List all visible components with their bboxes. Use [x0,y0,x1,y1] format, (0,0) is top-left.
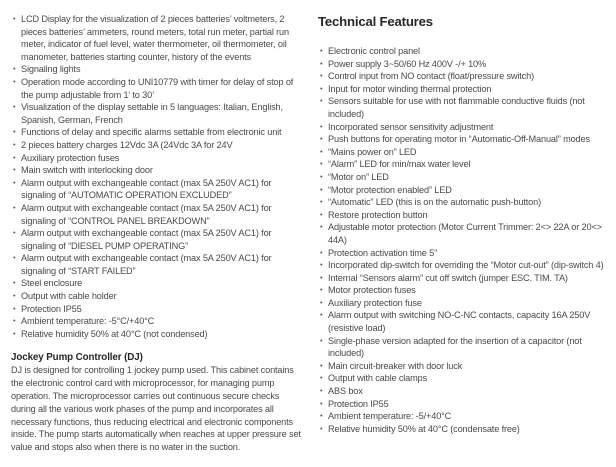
feature-text: “Automatic” LED (this is on the automatic push-button) [328,197,542,208]
feature-text: Steel enclosure [21,278,83,289]
bullet-icon: • [320,222,323,232]
feature-item [318,196,608,209]
bullet-icon: • [13,303,16,313]
feature-text: Functions of delay and specific alarms settable from electronic unit [21,127,282,138]
feature-item [318,121,608,134]
feature-item [318,335,608,360]
jockey-pump-section [11,352,301,454]
bullet-icon: • [320,71,323,81]
feature-item [11,13,301,63]
feature-item [11,152,301,165]
bullet-icon: • [320,83,323,93]
feature-text: Output with cable holder [21,291,117,302]
feature-item [318,209,608,222]
feature-text: Protection activation time 5” [328,247,438,258]
bullet-icon: • [320,46,323,55]
right-column [318,13,608,467]
feature-text: Incorporated dip-switch for overriding the “Motor cut-out” (dip-switch 4) [328,260,604,271]
bullet-icon: • [13,64,16,74]
bullet-icon: • [13,165,16,175]
feature-item [318,360,608,373]
bullet-icon: • [320,260,323,270]
feature-item [318,272,608,285]
feature-text: Relative humidity 50% at 40°C (condensate free) [328,423,520,434]
feature-item [318,284,608,297]
jockey-section-title: Jockey Pump Controller (DJ) [11,352,143,364]
feature-text: Adjustable motor protection (Motor Current Trimmer: 2<> 22A or 20<> 44A) [328,222,602,245]
feature-item [318,95,608,120]
feature-text: Motor protection fuses [328,285,416,296]
feature-item [318,184,608,197]
bullet-icon: • [13,139,16,149]
diesel-controller-feature-list [11,13,301,340]
feature-text: Protection IP55 [21,303,82,314]
bullet-icon: • [320,285,323,295]
feature-item [318,247,608,260]
feature-text: Auxiliary protection fuses [21,152,120,163]
feature-text: Power supply 3~50/60 Hz 400V -/+ 10% [328,58,487,69]
feature-item [318,171,608,184]
feature-text: Alarm output with exchangeable contact (max 5A 250V AC1) for signaling of “CONTROL PANEL BREAKDOWN” [21,202,272,226]
bullet-icon: • [320,159,323,169]
feature-text: “Motor on” LED [328,171,389,182]
feature-text: Alarm output with switching NO-C-NC contacts, capacity 16A 250V (resistive load) [328,310,591,334]
feature-text: Alarm output with exchangeable contact (max 5A 250V AC1) for signaling of “START FAILED” [21,253,272,276]
left-column [11,13,301,467]
bullet-icon: • [320,209,323,219]
bullet-icon: • [13,228,16,238]
bullet-icon: • [320,247,323,257]
bullet-icon: • [320,121,323,131]
feature-text: Sensors suitable for use with not flammable conductive fluids (not included) [328,96,585,119]
feature-item [11,126,301,139]
bullet-icon: • [320,335,323,345]
feature-text: Input for motor winding thermal protection [328,83,492,94]
feature-text: “Mains power on” LED [328,146,417,157]
feature-text: Signaling lights [21,64,81,75]
feature-item [318,158,608,171]
bullet-icon: • [320,197,323,207]
feature-text: Main circuit-breaker with door luck [328,360,463,371]
feature-item [11,252,301,277]
bullet-icon: • [13,278,16,288]
feature-item [318,385,608,398]
bullet-icon: • [320,297,323,307]
bullet-icon: • [320,171,323,181]
feature-text: LCD Display for the visualization of 2 pieces batteries’ voltmeters, 2 pieces batteries’ ammeters, round meters, total run meter, partial run meter, indicator of fuel level, water thermometer, oil thermometer, oil manometer, batteries starting counter, history of the events [21,14,289,62]
bullet-icon: • [320,58,323,68]
bullet-icon: • [320,310,323,320]
feature-item [318,297,608,310]
bullet-icon: • [13,253,16,263]
bullet-icon: • [320,134,323,144]
feature-text: Protection IP55 [328,398,389,409]
feature-item [11,139,301,152]
bullet-icon: • [320,272,323,282]
bullet-icon: • [13,152,16,162]
feature-item [318,423,608,436]
bullet-icon: • [13,127,16,137]
feature-text: Main switch with interlocking door [21,165,153,176]
feature-item [11,101,301,126]
feature-item [318,45,608,58]
feature-item [11,227,301,252]
feature-item [318,309,608,334]
bullet-icon: • [320,386,323,396]
bullet-icon: • [13,177,16,187]
feature-item [11,202,301,227]
feature-text: Ambient temperature: -5/+40°C [328,411,452,422]
feature-item [318,146,608,159]
bullet-icon: • [13,328,16,338]
feature-text: ABS box [328,386,363,397]
feature-item [11,277,301,290]
feature-item [318,58,608,71]
feature-text: Ambient temperature: -5°C/+40°C [21,316,155,327]
feature-text: Alarm output with exchangeable contact (max 5A 250V AC1) for signaling of “AUTOMATIC OPERATION EXCLUDED” [21,177,272,201]
technical-features-title: Technical Features [318,14,433,29]
feature-text: Visualization of the display settable in 5 languages: Italian, English, Spanish, German, French [21,102,283,125]
feature-text: Control input from NO contact (float/pressure switch) [328,71,534,82]
bullet-icon: • [320,423,323,433]
feature-item [11,63,301,76]
feature-item [318,410,608,423]
feature-text: Electronic control panel [328,46,420,56]
bullet-icon: • [320,184,323,194]
feature-text: Output with cable clamps [328,373,428,384]
feature-text: Auxiliary protection fuse [328,297,422,308]
bullet-icon: • [13,14,16,23]
feature-item [318,372,608,385]
feature-text: Incorporated sensor sensitivity adjustment [328,121,494,132]
feature-item [318,398,608,411]
feature-item [11,177,301,202]
feature-text: Push buttons for operating motor in “Automatic-Off-Manual” modes [328,134,590,145]
bullet-icon: • [13,102,16,112]
technical-feature-list [318,45,608,435]
feature-text: Operation mode according to UNI10779 with timer for delay of stop of the pump adjustable from 1’ to 30’ [21,76,294,100]
bullet-icon: • [320,411,323,421]
feature-item [11,76,301,101]
feature-text: Single-phase version adapted for the insertion of a capacitor (not included) [328,335,582,359]
bullet-icon: • [320,360,323,370]
feature-item [318,70,608,83]
feature-text: Relative humidity 50% at 40°C (not condensed) [21,328,208,339]
feature-text: 2 pieces battery charges 12Vdc 3A (24Vdc 3A for 24V [21,139,233,150]
bullet-icon: • [13,76,16,86]
bullet-icon: • [320,373,323,383]
bullet-icon: • [320,146,323,156]
feature-item [11,303,301,316]
feature-item [318,259,608,272]
feature-item [318,83,608,96]
feature-item [11,164,301,177]
feature-item [11,328,301,341]
feature-text: Alarm output with exchangeable contact (max 5A 250V AC1) for signaling of “DIESEL PUMP OPERATING” [21,228,272,251]
feature-text: “Alarm” LED for min/max water level [328,159,471,170]
feature-text: Restore protection button [328,209,428,220]
bullet-icon: • [320,96,323,106]
feature-item [11,290,301,303]
jockey-section-body: DJ is designed for controlling 1 jockey pump used. This cabinet contains the electronic control card with microprocessor, for managing pump operation. The microprocessor carries out continuous secure checks during all the various work phases of the pump and incorporates all necessary functions, thus reducing electrical and electronic components inside. The pump starts automatically when reaches at upper pressure set value and stops also when there is no water in the suction. [11,365,301,453]
bullet-icon: • [13,291,16,301]
feature-item [318,221,608,246]
bullet-icon: • [320,398,323,408]
feature-text: Internal “Sensors alarm” cut off switch (jumper ESC. TIM. TA) [328,272,568,283]
feature-text: “Motor protection enabled” LED [328,184,452,195]
feature-item [11,315,301,328]
bullet-icon: • [13,202,16,212]
bullet-icon: • [13,316,16,326]
feature-item [318,133,608,146]
